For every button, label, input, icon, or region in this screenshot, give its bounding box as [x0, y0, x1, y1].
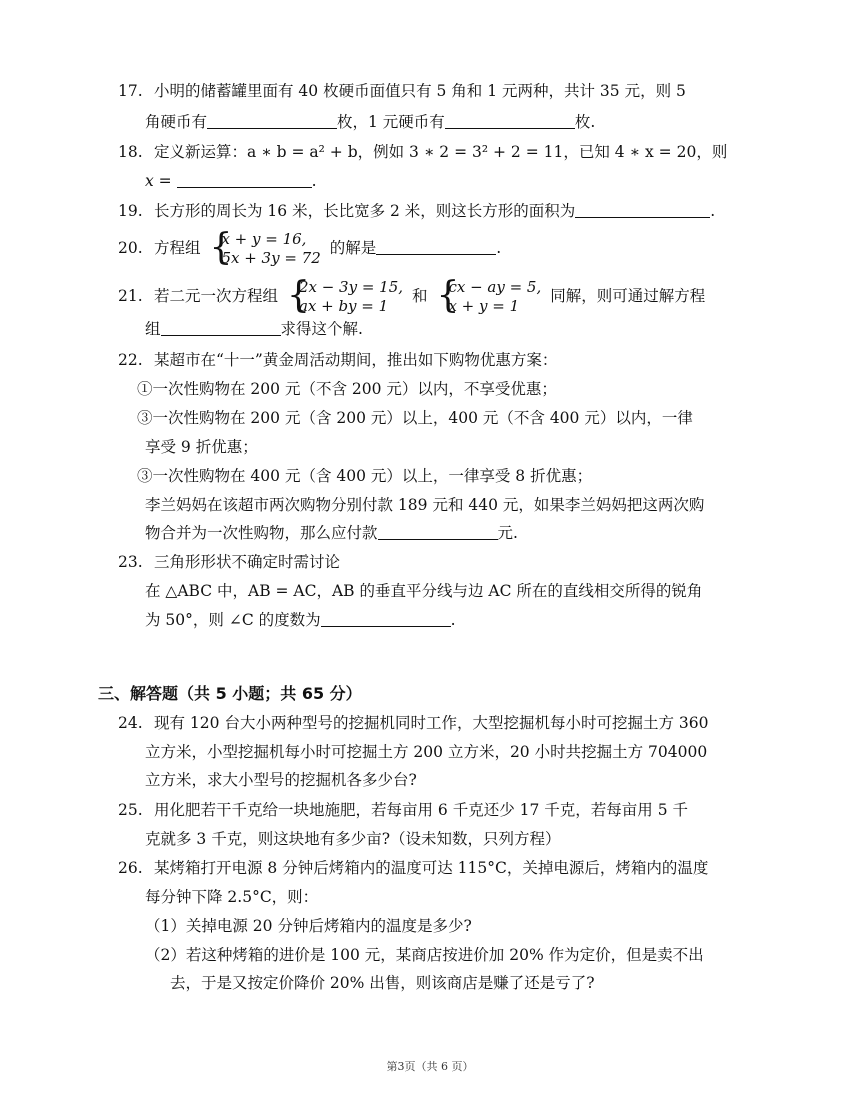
q21-text-mid: 和 — [411, 287, 428, 305]
q20-text-post: 的解是 — [329, 239, 377, 257]
q22-number: 22. — [118, 351, 143, 369]
answer-blank[interactable] — [161, 319, 281, 336]
answer-blank[interactable] — [177, 171, 312, 188]
q22-option-1: ①一次性购物在 200 元（不含 200 元）以内，不享受优惠； — [137, 380, 557, 398]
q20-line — [118, 228, 501, 268]
q25-text: 用化肥若干千克给一块地施肥，若每亩用 6 千克还少 17 千克，若每亩用 5 千 — [154, 801, 689, 819]
equation-row: ax + by = 1 — [298, 297, 389, 315]
q19-number: 19. — [118, 202, 143, 220]
q24-line3: 立方米，求大小型号的挖掘机各多少台? — [145, 771, 417, 789]
q18-text-b1: x = — [145, 172, 177, 190]
q26-sub1: （1）关掉电源 20 分钟后烤箱内的温度是多少? — [145, 917, 472, 935]
q21-line1 — [118, 276, 705, 316]
answer-blank[interactable] — [376, 238, 496, 255]
equation-system-1: { 2x − 3y = 15, ax + by = 1 — [286, 275, 404, 316]
q22-text-end: 元. — [497, 524, 518, 542]
q22-line1 — [118, 349, 557, 371]
q22-option-3: ③一次性购物在 400 元（含 400 元）以上，一律享受 8 折优惠； — [137, 467, 593, 485]
q23-text: 三角形形状不确定时需讨论 — [154, 553, 341, 571]
q22-option-2: ③一次性购物在 200 元（含 200 元）以上，400 元（不含 400 元）以内，一律 — [137, 409, 693, 427]
q20-number: 20. — [118, 239, 143, 257]
q18-text: 定义新运算：a ∗ b = a² + b，例如 3 ∗ 2 = 3² + 2 = 11，已知 4 ∗ x = 20，则 — [154, 143, 728, 161]
q23-line1 — [118, 551, 340, 573]
q24-number: 24. — [118, 714, 143, 732]
answer-blank[interactable] — [207, 112, 337, 129]
equation-row: cx − ay = 5, — [448, 278, 542, 296]
equation-row: 2x − 3y = 15, — [298, 278, 404, 296]
q25-line2: 克就多 3 千克，则这块地有多少亩?（设未知数，只列方程） — [145, 830, 561, 848]
q22-text-l6: 物合并为一次性购物，那么应付款 — [145, 524, 378, 542]
q20-text-pre: 方程组 — [154, 239, 201, 257]
q18-text-b2: . — [311, 172, 317, 190]
answer-blank[interactable] — [378, 523, 498, 540]
q17-text: 小明的储蓄罐里面有 40 枚硬币面值只有 5 角和 1 元两种，共计 35 元，则 5 — [154, 82, 686, 100]
q22-question-cont — [145, 522, 518, 544]
q24-line1 — [118, 712, 708, 734]
q22-question: 李兰妈妈在该超市两次购物分别付款 189 元和 440 元，如果李兰妈妈把这两次购 — [145, 496, 705, 514]
q23-text-l2: 为 50°，则 ∠C 的度数为 — [145, 611, 321, 629]
q21-text-b1: 组 — [145, 320, 161, 338]
q18-number: 18. — [118, 143, 143, 161]
q23-line2: 在 △ABC 中，AB = AC，AB 的垂直平分线与边 AC 所在的直线相交所得的锐角 — [145, 582, 703, 600]
equation-system-2: { cx − ay = 5, x + y = 1 — [436, 275, 542, 316]
q26-number: 26. — [118, 859, 143, 877]
q17-text-b3: 枚. — [574, 113, 596, 131]
equation-system: { x + y = 16, 5x + 3y = 72 — [209, 227, 321, 268]
q17-line2 — [145, 111, 595, 133]
q24-text: 现有 120 台大小两种型号的挖掘机同时工作，大型挖掘机每小时可挖掘土方 360 — [154, 714, 709, 732]
q19-line — [118, 200, 715, 222]
q25-number: 25. — [118, 801, 143, 819]
q18-line2 — [145, 170, 317, 192]
page-footer: 第3页（共 6 页） — [386, 1060, 474, 1073]
q23-line3 — [145, 609, 456, 631]
q23-number: 23. — [118, 553, 143, 571]
section-title: 三、解答题（共 5 小题；共 65 分） — [98, 684, 362, 703]
q26-sub2: （2）若这种烤箱的进价是 100 元，某商店按进价加 20% 作为定价，但是卖不出 — [145, 946, 704, 964]
q17-text-b2: 枚，1 元硬币有 — [337, 113, 445, 131]
q19-text: 长方形的周长为 16 米，长比宽多 2 米，则这长方形的面积为 — [154, 202, 576, 220]
equation-row: 5x + 3y = 72 — [221, 249, 321, 267]
q24-line2: 立方米，小型挖掘机每小时可挖掘土方 200 立方米，20 小时共挖掘土方 704000 — [145, 743, 708, 761]
q21-text-post: 同解，则可通过解方程 — [550, 287, 706, 305]
q25-line1 — [118, 799, 688, 821]
q20-text-end: . — [496, 239, 502, 257]
q21-line2 — [145, 318, 363, 340]
q26-text: 某烤箱打开电源 8 分钟后烤箱内的温度可达 115°C，关掉电源后，烤箱内的温度 — [154, 859, 709, 877]
equation-row: x + y = 16, — [221, 230, 307, 248]
answer-blank[interactable] — [321, 610, 451, 627]
q26-line2: 每分钟下降 2.5°C，则： — [145, 888, 319, 906]
answer-blank[interactable] — [445, 112, 575, 129]
q17-text-b1: 角硬币有 — [145, 113, 208, 131]
q17-number: 17. — [118, 82, 143, 100]
q22-text: 某超市在“十一”黄金周活动期间，推出如下购物优惠方案： — [154, 351, 558, 369]
q23-text-end: . — [450, 611, 456, 629]
q21-text-b2: 求得这个解. — [280, 320, 363, 338]
equation-row: x + y = 1 — [448, 297, 520, 315]
answer-blank[interactable] — [575, 201, 710, 218]
q21-text-pre: 若二元一次方程组 — [154, 287, 279, 305]
q22-option-2-cont: 享受 9 折优惠； — [145, 438, 258, 456]
q17-line1 — [118, 80, 686, 102]
q26-line1 — [118, 857, 708, 879]
q26-sub2-cont: 去，于是又按定价降价 20% 出售，则该商店是赚了还是亏了? — [170, 974, 595, 992]
q19-text-end: . — [710, 202, 716, 220]
q18-line1 — [118, 141, 727, 163]
q21-number: 21. — [118, 287, 143, 305]
